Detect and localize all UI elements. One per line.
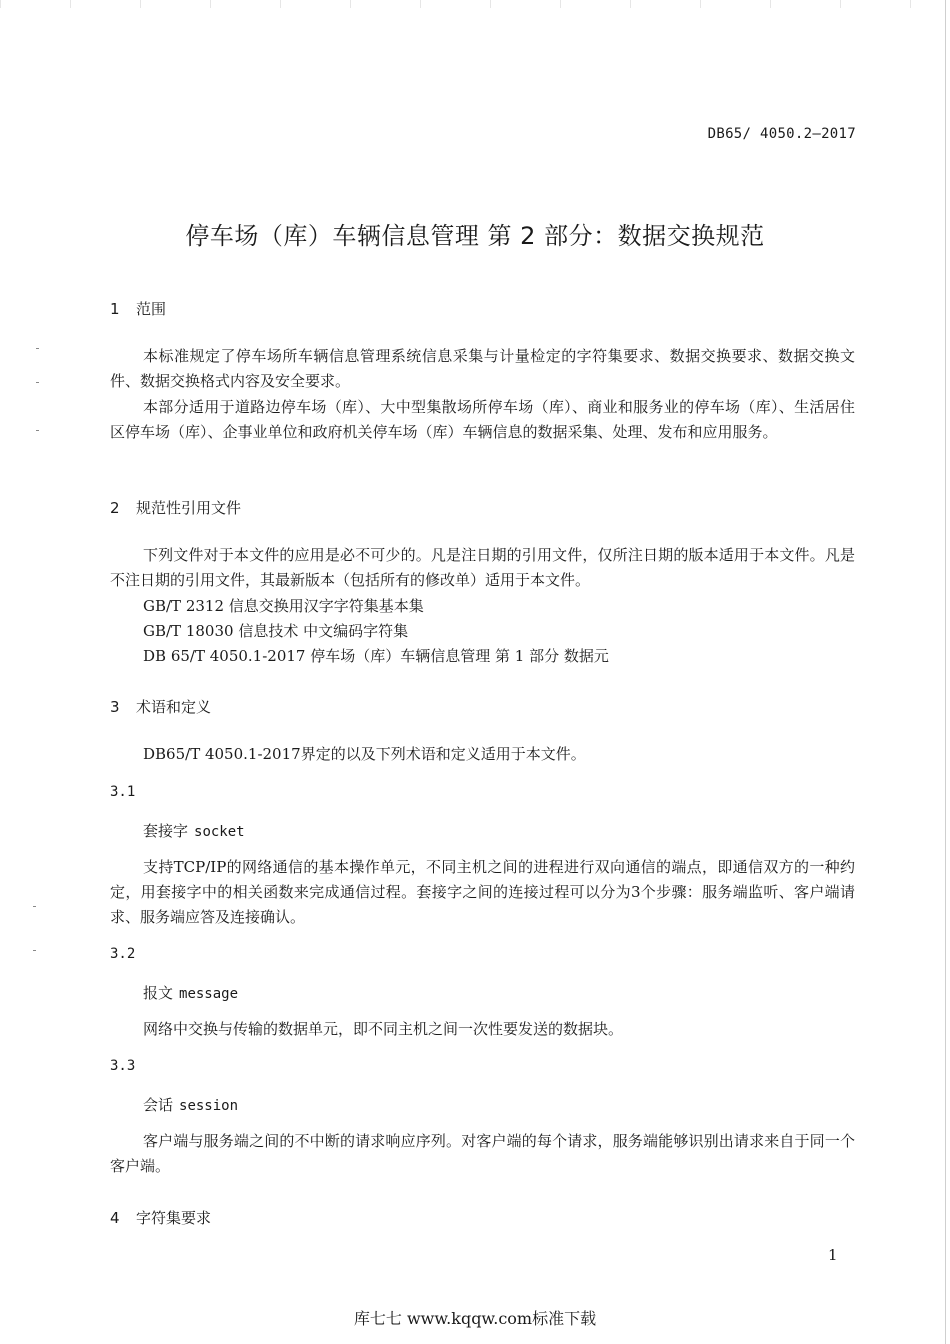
term-name-en: message xyxy=(179,986,239,1002)
reference-item: DB 65/T 4050.1-2017 停车场（库）车辆信息管理 第 1 部分 数据元 xyxy=(143,647,609,665)
section-title: 规范性引用文件 xyxy=(136,499,242,517)
scan-speck xyxy=(33,906,36,907)
term-name xyxy=(143,1094,238,1115)
term-name-zh: 报文 xyxy=(143,984,174,1002)
section-heading-3 xyxy=(110,696,211,717)
document-title: 停车场（库）车辆信息管理 第 2 部分：数据交换规范 xyxy=(185,222,765,250)
section-title: 字符集要求 xyxy=(136,1209,212,1227)
term-definition: 网络中交换与传输的数据单元，即不同主机之间一次性要发送的数据块。 xyxy=(143,1020,624,1038)
scan-speck xyxy=(33,950,36,951)
term-name xyxy=(143,982,238,1003)
term-definition: 客户端与服务端之间的不中断的请求响应序列。对客户端的每个请求，服务端能够识别出请求来自于同一个客户端。 xyxy=(110,1132,855,1175)
reference-item: GB/T 2312 信息交换用汉字字符集基本集 xyxy=(143,597,424,615)
scope-paragraph-1: 本标准规定了停车场所车辆信息管理系统信息采集与计量检定的字符集要求、数据交换要求、数据交换文件、数据交换格式内容及安全要求。 xyxy=(110,347,855,390)
scan-speck xyxy=(36,348,39,349)
scan-speck xyxy=(36,382,39,383)
section-heading-2 xyxy=(110,497,241,518)
term-name-zh: 套接字 xyxy=(143,822,189,840)
term-number: 3.3 xyxy=(110,1058,136,1074)
term-name-en: session xyxy=(179,1098,239,1114)
terms-intro-paragraph: DB65/T 4050.1-2017界定的以及下列术语和定义适用于本文件。 xyxy=(143,745,586,763)
term-number: 3.2 xyxy=(110,946,136,962)
scan-edge-top xyxy=(0,0,950,8)
page-number: 1 xyxy=(828,1246,838,1264)
reference-item: GB/T 18030 信息技术 中文编码字符集 xyxy=(143,622,409,640)
term-definition: 支持TCP/IP的网络通信的基本操作单元，不同主机之间的进程进行双向通信的端点，即通信双方的一种约定，用套接字中的相关函数来完成通信过程。套接字之间的连接过程可以分为3个步骤：服务端监听、客户端请求、服务端应答及连接确认。 xyxy=(110,858,855,926)
term-name-en: socket xyxy=(194,824,245,840)
section-title: 术语和定义 xyxy=(136,698,212,716)
footer-watermark: 库七七 www.kqqw.com标准下载 xyxy=(353,1309,597,1328)
document-code: DB65/ 4050.2—2017 xyxy=(707,126,856,142)
scan-speck xyxy=(36,430,39,431)
term-name xyxy=(143,820,245,841)
section-heading-1 xyxy=(110,298,166,319)
section-number: 2 xyxy=(110,499,120,517)
scope-paragraph-2: 本部分适用于道路边停车场（库）、大中型集散场所停车场（库）、商业和服务业的停车场（库）、生活居住区停车场（库）、企事业单位和政府机关停车场（库）车辆信息的数据采集、处理、发布和应用服务。 xyxy=(110,398,855,441)
section-heading-4 xyxy=(110,1207,211,1228)
section-title: 范围 xyxy=(136,300,167,318)
section-number: 3 xyxy=(110,698,120,716)
normative-references-paragraph: 下列文件对于本文件的应用是必不可少的。凡是注日期的引用文件，仅所注日期的版本适用于本文件。凡是不注日期的引用文件，其最新版本（包括所有的修改单）适用于本文件。 xyxy=(110,546,855,589)
section-number: 4 xyxy=(110,1209,120,1227)
section-number: 1 xyxy=(110,300,120,318)
term-name-zh: 会话 xyxy=(143,1096,174,1114)
scan-edge-right xyxy=(945,0,946,1344)
term-number: 3.1 xyxy=(110,784,136,800)
